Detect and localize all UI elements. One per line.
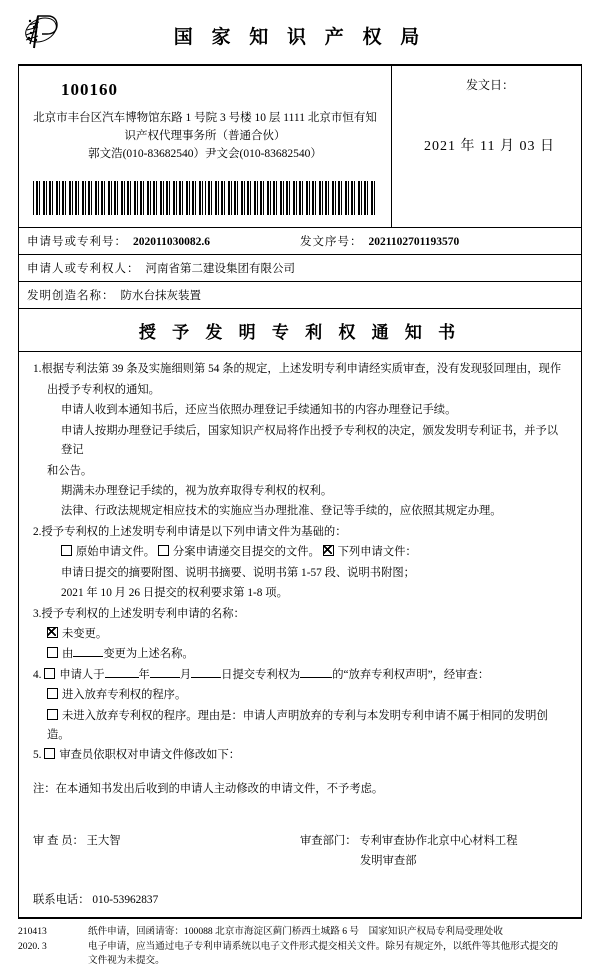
footer-note-1: 纸件申请，回函请寄：100088 北京市海淀区蓟门桥西土城路 6 号 国家知识产权局专利局受理处收 — [88, 925, 503, 937]
paragraph-item5 — [33, 746, 567, 765]
row-applicant — [19, 255, 581, 282]
examiner-label: 审 查 员： — [33, 835, 84, 848]
document-body — [19, 352, 581, 806]
examiner-block — [33, 832, 300, 870]
item4-a-part1: 申请人于 — [59, 668, 105, 681]
item4-option-b-row — [33, 686, 567, 705]
changed-from-field[interactable] — [73, 656, 103, 657]
main-frame — [18, 66, 582, 918]
department-value: 专利审查协作北京中心材料工程 — [359, 835, 518, 848]
dispatch-number-field — [300, 233, 573, 249]
contact-block — [19, 877, 581, 917]
address-line-1: 北京市丰台区汽车博物馆东路 1 号院 3 号楼 10 层 1111 北京市恒有知 — [33, 112, 377, 124]
postcode: 100160 — [61, 80, 118, 99]
item2-option-2-label: 分案申请递交目提交的文件。 — [172, 546, 320, 559]
waiver-day-field[interactable] — [191, 677, 221, 678]
item4-option-c-row — [33, 707, 567, 746]
paragraph-item1-cont: 出授予专利权的通知。 — [47, 383, 160, 396]
item4-option-c-label: 未进入放弃专利权的程序。理由是：申请人声明放弃的专利与本发明专利申请不属于相同的发明创造。 — [47, 709, 548, 742]
dispatch-number-label: 发文序号： — [300, 236, 363, 249]
footer-note-3: 文件视为未提交。 — [88, 955, 165, 967]
item2-option-1-label: 原始申请文件。 — [76, 546, 156, 559]
examiner-value: 王大智 — [86, 835, 121, 848]
checkbox-name-unchanged[interactable] — [47, 627, 58, 638]
paragraph-4: 法律、行政法规规定相应技术的实施应当办理批准、登记等手续的，应依照其规定办理。 — [61, 505, 502, 518]
checkbox-enter-waiver-procedure[interactable] — [47, 688, 58, 699]
signature-block — [19, 806, 581, 876]
waiver-month-field[interactable] — [150, 677, 180, 678]
footer-form-code-block — [18, 925, 88, 970]
barcode-right — [205, 181, 377, 215]
barcode-group — [27, 181, 383, 219]
item5-label: 审查员依职权对申请文件修改如下： — [59, 749, 241, 762]
checkbox-listed-documents[interactable] — [323, 545, 334, 556]
application-number-value: 202011030082.6 — [133, 236, 210, 249]
barcode-left — [33, 181, 205, 215]
checkbox-original-documents[interactable] — [61, 545, 72, 556]
item4-number: 4. — [33, 668, 42, 681]
checkbox-not-enter-waiver-procedure[interactable] — [47, 709, 58, 720]
notification-document — [0, 8, 600, 970]
contact-label: 联系电话： — [33, 893, 90, 906]
item3-option-changed-row — [33, 645, 567, 664]
department-line-1 — [300, 832, 567, 851]
applicant-label: 申请人或专利权人： — [27, 263, 140, 276]
application-number-field — [27, 233, 300, 249]
waiver-year-field[interactable] — [105, 677, 139, 678]
item4-a-part4: 日提交专利权为 — [221, 668, 301, 681]
recipient-contacts: 郭文浩(010-83682540）尹文会(010-83682540） — [88, 147, 322, 160]
applicant-value: 河南省第二建设集团有限公司 — [145, 263, 295, 276]
dispatch-date-block — [392, 66, 581, 227]
checkbox-waiver-statement[interactable] — [44, 668, 55, 679]
paragraph-2-cont: 和公告。 — [47, 464, 93, 477]
item4-a-part2: 年 — [138, 668, 150, 681]
paragraph-item2: 2.授予专利权的上述发明专利申请是以下列申请文件为基础的： — [33, 525, 347, 538]
item3-option-unchanged-row — [33, 625, 567, 644]
footer-form-code: 210413 — [18, 925, 47, 937]
item2-detail-1: 申请日提交的摘要附图、说明书摘要、说明书第 1-57 段、说明书附图； — [61, 566, 415, 579]
footer-form-date: 2020. 3 — [18, 940, 47, 952]
dispatch-date-value: 2021 年 11 月 03 日 — [424, 139, 555, 154]
document-title: 授 予 发 明 专 利 权 通 知 书 — [19, 309, 581, 352]
application-number-label: 申请号或专利号： — [27, 236, 127, 249]
row-application-number — [19, 228, 581, 255]
page-title: 国 家 知 识 产 权 局 — [173, 27, 427, 48]
paragraph-item1: 1.根据专利法第 39 条及实施细则第 54 条的规定，上述发明专利申请经实质审查，没有发现驳回理由，现作 — [33, 363, 562, 376]
dispatch-date-label: 发文日： — [466, 78, 515, 92]
recipient-and-date-row — [19, 66, 581, 228]
item3-option-2-suffix: 变更为上述名称。 — [103, 648, 194, 661]
invention-title-label: 发明创造名称： — [27, 290, 115, 303]
item5-number: 5. — [33, 749, 42, 762]
department-line-2: 发明审查部 — [360, 854, 417, 867]
item2-detail-2: 2021 年 10 月 26 日提交的权利要求第 1-8 项。 — [61, 587, 288, 600]
contact-value: 010-53962837 — [92, 893, 159, 906]
item4-a-part5: 的“放弃专利权声明”，经审查： — [332, 668, 490, 681]
item4-option-b-label: 进入放弃专利权的程序。 — [62, 689, 187, 702]
paragraph-item4 — [33, 666, 567, 685]
item3-option-2-prefix: 由 — [62, 648, 74, 661]
waiver-patent-field[interactable] — [300, 677, 332, 678]
item2-option-3-label: 下列申请文件： — [337, 546, 417, 559]
checkbox-divisional-documents[interactable] — [158, 545, 169, 556]
body-note: 注：在本通知书发出后收到的申请人主动修改的申请文件，不予考虑。 — [33, 782, 384, 795]
document-header — [18, 8, 582, 66]
item3-option-1-label: 未变更。 — [62, 627, 108, 640]
footer-notes — [88, 925, 582, 970]
paragraph-3: 期满未办理登记手续的，视为放弃取得专利权的权利。 — [61, 484, 333, 497]
checkbox-name-changed[interactable] — [47, 647, 58, 658]
item2-checkbox-row — [33, 543, 567, 562]
recipient-block — [19, 66, 392, 227]
department-label: 审查部门： — [300, 835, 357, 848]
address-line-2: 识产权代理事务所（普通合伙） — [124, 129, 286, 142]
dispatch-number-value: 2021102701193570 — [368, 236, 460, 249]
footer-note-2: 电子申请，应当通过电子专利申请系统以电子文件形式提交相关文件。除另有规定外，以纸件等其他形式提交的 — [88, 940, 559, 952]
invention-title-value: 防水台抹灰装置 — [120, 290, 201, 303]
row-invention-title — [19, 282, 581, 309]
department-block — [300, 832, 567, 870]
checkbox-examiner-amendments[interactable] — [44, 748, 55, 759]
paragraph-item3: 3.授予专利权的上述发明专利申请的名称： — [33, 607, 245, 620]
item4-a-part3: 月 — [179, 668, 192, 681]
paragraph-1: 申请人收到本通知书后，还应当依照办理登记手续通知书的内容办理登记手续。 — [61, 404, 457, 417]
paragraph-2: 申请人按期办理登记手续后，国家知识产权局将作出授予专利权的决定，颁发发明专利证书，并予以登记 — [61, 424, 559, 457]
